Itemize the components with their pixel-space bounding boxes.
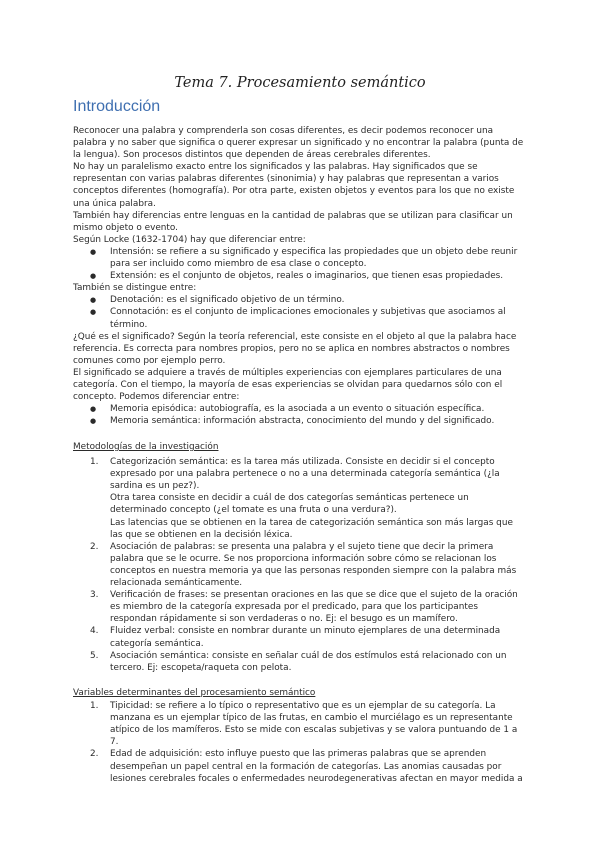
list-item: ● Denotación: es el significado objetivo de un término. — [73, 294, 527, 306]
paragraph: ¿Qué es el significado? Según la teoría referencial, este consiste en el objeto al que la palabra hace referencia. Es correcta para nombres propios, pero no se aplica en nombres abstractos o nombres comunes como por ejemplo perro. — [73, 331, 517, 366]
list-item — [73, 700, 527, 748]
paragraph: También se distingue entre: — [73, 283, 197, 294]
bullet-list-memoria — [73, 403, 527, 427]
list-item — [73, 650, 527, 674]
list-item — [73, 625, 527, 649]
list-item: ● Intensión: se refiere a su significado y especifica las propiedades que un objeto debe reunir para ser incluido como miembro de esa clase o concepto. — [73, 246, 527, 270]
list-item-text: Tipicidad: se refiere a lo típico o representativo que es un ejemplar de su categoría. La manzana es un ejemplar típico de las frutas, en cambio el murciélago es un representante atípico de los mamíferos. Esto se mide con escalas subjetivas y se valora puntuando de 1 a 7. — [110, 701, 518, 748]
list-item — [73, 541, 527, 589]
document-title: Tema 7. Procesamiento semántico — [174, 75, 426, 91]
list-number: 1. — [90, 457, 99, 468]
numbered-list-variables — [73, 700, 527, 785]
list-item-text: Categorización semántica: es la tarea más utilizada. Consiste en decidir si el concepto expresado por una palabra pertenece o no a una determinada categoría semántica (¿la sardina es un pez?). — [110, 457, 500, 492]
subsection-heading-variables: Variables determinantes del procesamiento semántico — [73, 688, 316, 698]
list-item: ● Memoria semántica: información abstracta, conocimiento del mundo y del significado. — [73, 415, 527, 427]
bullet-list-denotacion — [73, 294, 527, 330]
paragraph: Según Locke (1632-1704) hay que diferenciar entre: — [73, 234, 306, 245]
metodologias-section — [73, 441, 527, 674]
list-number: 2. — [90, 749, 99, 760]
paragraph: No hay un paralelismo exacto entre los significados y las palabras. Hay significados que se representan con varias palabras diferentes (sinonimia) y hay palabras que representan a varios conceptos diferentes (homografía). Por otra parte, existen objetos y eventos para los que no existe una única palabra. — [73, 162, 515, 209]
paragraph: El significado se adquiere a través de múltiples experiencias con ejemplares particulares de una categoría. Con el tiempo, la mayoría de esas experiencias se olvidan para quedarnos sólo con el concepto. Podemos diferenciar entre: — [73, 367, 503, 403]
list-number: 4. — [90, 626, 99, 637]
list-item: ● Extensión: es el conjunto de objetos, reales o imaginarios, que tienen esas propiedades. — [73, 270, 527, 282]
list-item-text: Otra tarea consiste en decidir a cuál de dos categorías semánticas pertenece un determinado concepto (¿el tomate es una fruta o una verdura?). — [110, 493, 469, 516]
section-heading-introduccion: Introducción — [73, 98, 161, 115]
list-number: 3. — [90, 590, 99, 601]
variables-section — [73, 687, 527, 785]
numbered-list-metodologias — [73, 456, 527, 674]
list-item-text: Edad de adquisición: esto influye puesto que las primeras palabras que se aprenden desempeñan un papel central en la formación de categorías. Las anomias causadas por lesiones cerebrales focales o enfermedades neurodegenerativas afectan en mayor medida a — [110, 749, 523, 784]
subsection-heading-metodologias: Metodologías de la investigación — [73, 442, 219, 452]
list-item: ● Connotación: es el conjunto de implicaciones emocionales y subjetivas que asociamos al término. — [73, 306, 527, 330]
bullet-list-locke — [73, 246, 527, 282]
list-item-text: Asociación de palabras: se presenta una palabra y el sujeto tiene que decir la primera palabra que se le ocurre. Se nos proporciona información sobre cómo se relacionan los conceptos en nuestra memoria ya que las personas responden siempre con la palabra más relacionada semánticamente. — [110, 541, 517, 589]
list-item — [73, 589, 527, 625]
list-item-text: Verificación de frases: se presentan oraciones en las que se dice que el sujeto de la oración es miembro de la categoría expresada por el predicado, para que los participantes respondan rápidamente si son verdaderas o no. Ej: el besugo es un mamífero. — [110, 590, 518, 625]
list-item — [73, 456, 527, 541]
intro-section — [73, 125, 527, 427]
paragraph: También hay diferencias entre lenguas en la cantidad de palabras que se utilizan para clasificar un mismo objeto o evento. — [73, 210, 513, 233]
list-item: ● Memoria episódica: autobiografía, es la asociada a un evento o situación específica. — [73, 403, 527, 415]
list-item — [73, 748, 527, 784]
list-number: 2. — [90, 541, 99, 552]
list-number: 1. — [90, 701, 99, 712]
list-number: 5. — [90, 650, 99, 661]
paragraph: Reconocer una palabra y comprenderla son cosas diferentes, es decir podemos reconocer una palabra y no saber que significa o querer expresar un significado y no encontrar la palabra (punta de la lengua). Son procesos distintos que dependen de áreas cerebrales diferentes. — [73, 126, 524, 161]
list-item-text: Asociación semántica: consiste en señalar cuál de dos estímulos está relacionado con un tercero. Ej: escopeta/raqueta con pelota. — [110, 650, 507, 673]
list-item-text: Las latencias que se obtienen en la tarea de categorización semántica son más largas que las que se obtienen en la decisión léxica. — [110, 517, 513, 540]
list-item-text: Fluidez verbal: consiste en nombrar durante un minuto ejemplares de una determinada categoría semántica. — [110, 626, 501, 649]
